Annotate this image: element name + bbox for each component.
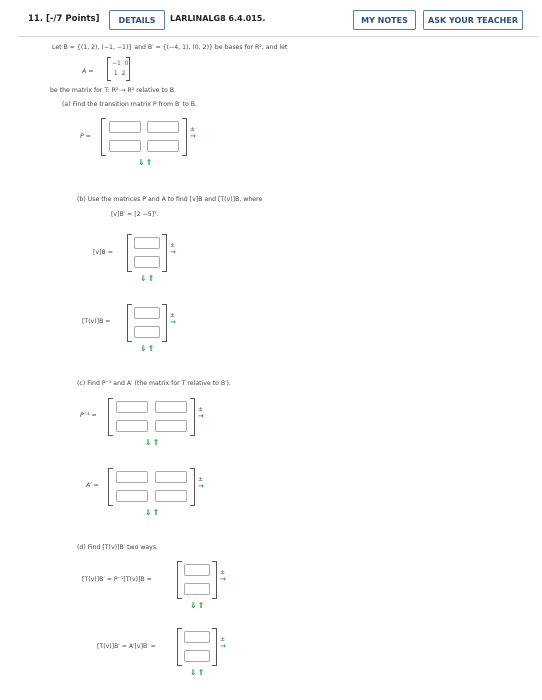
v-b-label: [v]B = [93,249,113,256]
plus-minus-icon[interactable]: ± [190,126,196,133]
pinv-entry-21[interactable] [116,420,148,432]
d1-right-bracket [212,561,217,599]
part-a-text: (a) Find the transition matrix P from B′ to B. [62,101,198,108]
vb-matrix-tools[interactable] [170,242,176,256]
resize-rows-icon[interactable]: ⇓⇑ [138,158,154,167]
d2-right-bracket [212,628,217,666]
resize-rows-icon[interactable]: ⇓⇑ [140,274,156,283]
p-label: P = [80,133,91,140]
plus-minus-icon[interactable]: ± [198,476,204,483]
p-inverse-label: P⁻¹ = [80,412,97,419]
tvb-matrix-tools[interactable] [170,312,176,326]
p-entry-21[interactable] [109,140,141,152]
plus-minus-icon[interactable]: ± [170,312,176,319]
arrow-right-icon[interactable]: → [198,482,204,490]
vb-left-bracket [127,234,132,272]
part-d-text: (d) Find [T(v)]B′ two ways. [77,544,159,551]
matrix-p-right-bracket [182,118,187,156]
details-button[interactable]: DETAILS [109,10,165,30]
tvb-left-bracket [127,304,132,342]
p-entry-11[interactable] [109,121,141,133]
aprime-matrix-tools[interactable] [198,476,204,490]
p-entry-12[interactable] [147,121,179,133]
resize-rows-icon[interactable]: ⇓⇑ [190,601,206,610]
d2-entry-1[interactable] [184,631,210,643]
p-entry-22[interactable] [147,140,179,152]
aprime-entry-11[interactable] [116,471,148,483]
book-reference: LARLINALG8 6.4.015. [170,14,266,23]
d2-entry-2[interactable] [184,650,210,662]
tvb-entry-2[interactable] [134,326,160,338]
d1-entry-1[interactable] [184,564,210,576]
header-divider [18,36,538,37]
arrow-right-icon[interactable]: → [220,575,226,583]
aprime-entry-21[interactable] [116,490,148,502]
p-matrix-tools[interactable] [190,126,196,140]
my-notes-button[interactable]: MY NOTES [353,10,416,30]
plus-minus-icon[interactable]: ± [170,242,176,249]
plus-minus-icon[interactable]: ± [220,636,226,643]
resize-rows-icon[interactable]: ⇓⇑ [145,438,161,447]
tv-bprime-way2-label: [T(v)]B′ = A′[v]B′ = [97,643,156,650]
tv-b-label: [T(v)]B = [82,318,111,325]
aprime-entry-12[interactable] [155,471,187,483]
pinv-entry-22[interactable] [155,420,187,432]
matrix-a-right-bracket [126,57,130,81]
tvb-right-bracket [162,304,167,342]
arrow-right-icon[interactable]: → [170,248,176,256]
d2-matrix-tools[interactable] [220,636,226,650]
d1-left-bracket [177,561,182,599]
resize-rows-icon[interactable]: ⇓⇑ [140,344,156,353]
d1-matrix-tools[interactable] [220,569,226,583]
matrix-a-left-bracket [107,57,111,81]
pinv-matrix-tools[interactable] [198,406,204,420]
part-c-text: (c) Find P⁻¹ and A′ (the matrix for T relative to B′). [77,380,231,387]
pinv-left-bracket [108,398,113,436]
pinv-right-bracket [190,398,195,436]
arrow-right-icon[interactable]: → [190,132,196,140]
arrow-right-icon[interactable]: → [220,642,226,650]
arrow-right-icon[interactable]: → [170,318,176,326]
vb-entry-1[interactable] [134,237,160,249]
a-prime-label: A′ = [86,482,99,489]
problem-intro: Let B = {(1, 2), (−1, −1)} and B′ = {(−4, 1), (0, 2)} be bases for R², and let [52,44,288,51]
aprime-entry-22[interactable] [155,490,187,502]
arrow-right-icon[interactable]: → [198,412,204,420]
matrix-a-row1: −1 0 [112,60,129,67]
resize-rows-icon[interactable]: ⇓⇑ [190,668,206,677]
resize-rows-icon[interactable]: ⇓⇑ [145,508,161,517]
matrix-a-row2: 1 2 [112,70,126,77]
vb-entry-2[interactable] [134,256,160,268]
tvb-entry-1[interactable] [134,307,160,319]
vb-right-bracket [162,234,167,272]
pinv-entry-11[interactable] [116,401,148,413]
plus-minus-icon[interactable]: ± [220,569,226,576]
question-number: 11. [-/7 Points] [28,14,100,24]
matrix-p-left-bracket [101,118,106,156]
d2-left-bracket [177,628,182,666]
problem-after-a: be the matrix for T: R² → R² relative to B. [50,87,176,94]
ask-teacher-button[interactable]: ASK YOUR TEACHER [423,10,523,30]
tv-bprime-way1-label: [T(v)]B′ = P⁻¹[T(v)]B = [82,576,152,583]
aprime-right-bracket [190,468,195,506]
d1-entry-2[interactable] [184,583,210,595]
plus-minus-icon[interactable]: ± [198,406,204,413]
part-b-given: [v]B′ = [2 −5]ᵀ. [111,211,159,218]
question-header [18,8,538,34]
part-b-text: (b) Use the matrices P and A to find [v]B and [T(v)]B, where [77,196,263,203]
matrix-a-label: A = [82,68,94,75]
aprime-left-bracket [108,468,113,506]
pinv-entry-12[interactable] [155,401,187,413]
